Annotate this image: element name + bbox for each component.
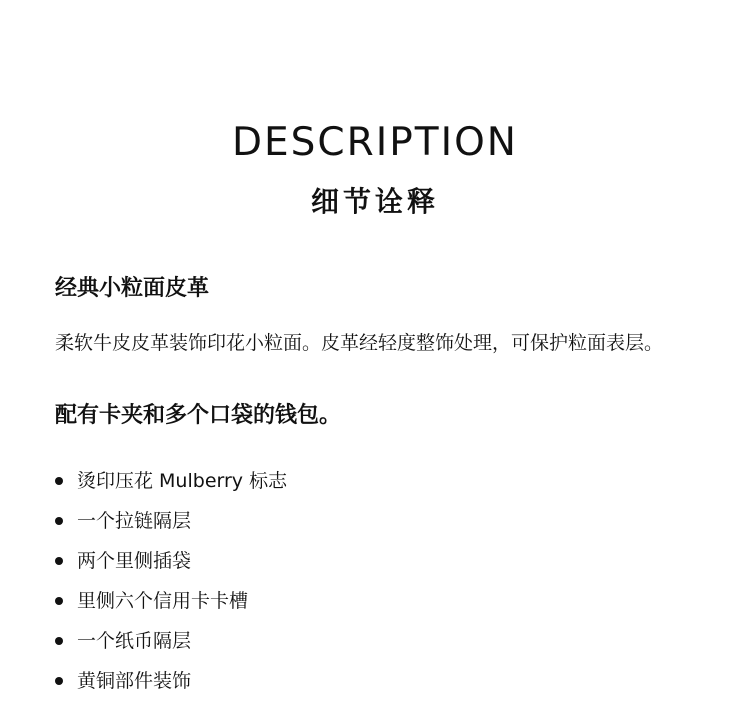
bullet-icon [55,477,63,485]
leather-section-title: 经典小粒面皮革 [55,276,210,301]
bullet-icon [55,517,63,525]
description-heading: DESCRIPTION [232,120,518,165]
bullet-icon [55,557,63,565]
feature-item [55,461,287,501]
description-subheading: 细节诠释 [310,185,439,218]
leather-description: 柔软牛皮皮革装饰印花小粒面。皮革经轻度整饰处理，可保护粒面表层。 [55,332,664,354]
feature-text: 两个里侧插袋 [77,550,192,572]
feature-item [55,661,287,701]
bullet-icon [55,597,63,605]
feature-item [55,501,287,541]
feature-text: 里侧六个信用卡卡槽 [77,590,249,612]
bullet-icon [55,677,63,685]
feature-text: 黄铜部件装饰 [77,670,192,692]
feature-text: 一个纸币隔层 [77,630,192,652]
feature-item [55,581,287,621]
bullet-icon [55,637,63,645]
feature-text: 烫印压花 Mulberry 标志 [77,470,288,492]
feature-list [55,461,287,701]
feature-item [55,621,287,661]
feature-text: 一个拉链隔层 [77,510,192,532]
feature-item [55,541,287,581]
wallet-features-title: 配有卡夹和多个口袋的钱包。 [55,403,342,428]
